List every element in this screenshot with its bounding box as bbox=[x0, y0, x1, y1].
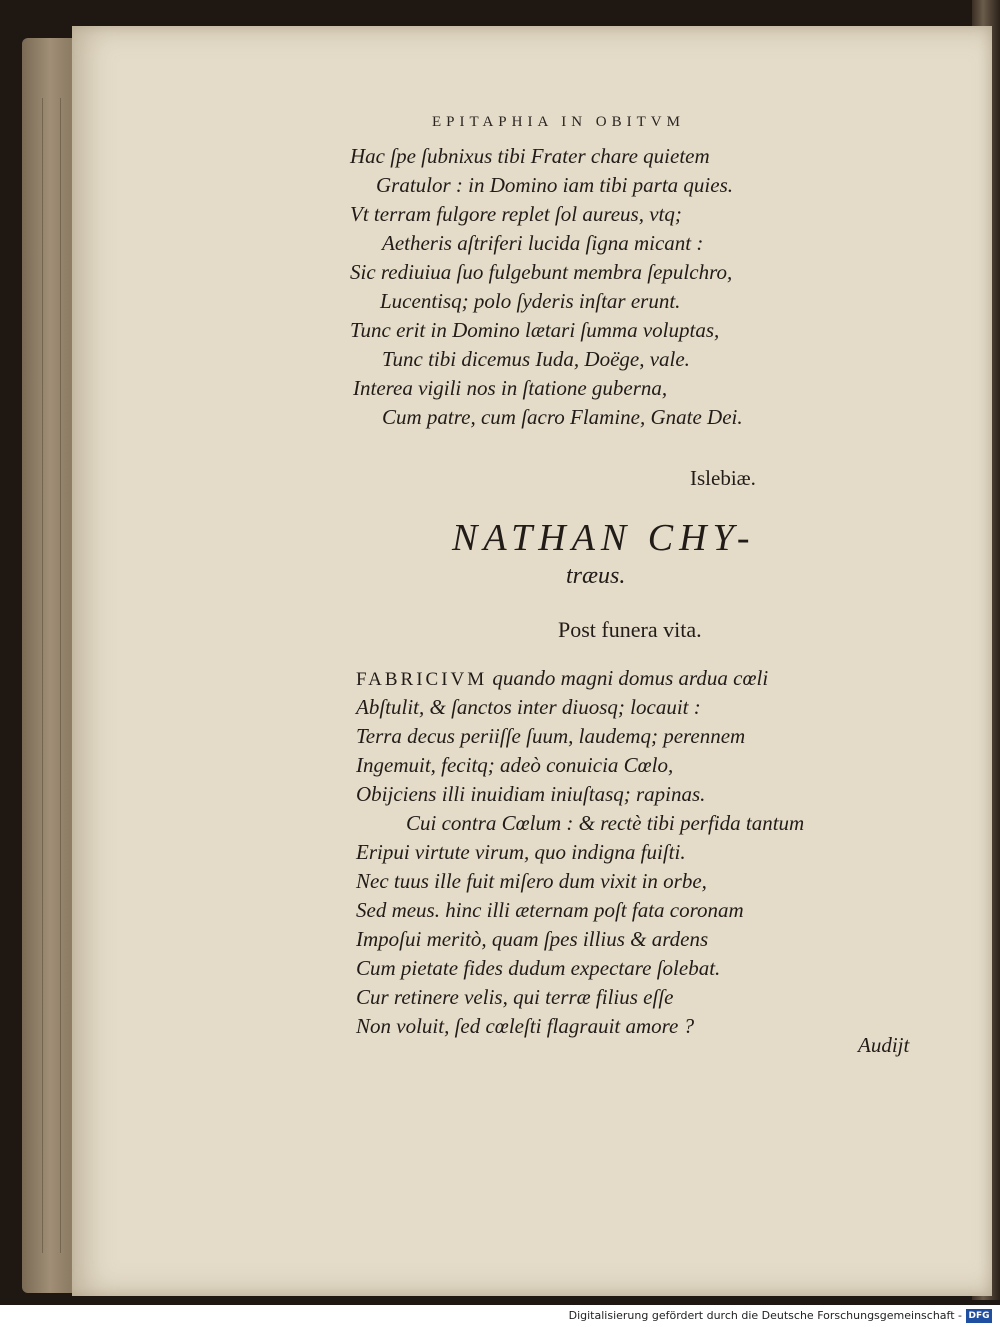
verse-line: Nec tuus ille fuit miſero dum vixit in orbe, bbox=[356, 869, 707, 893]
verse-line: Cui contra Cœlum : & rectè tibi perfida tantum bbox=[406, 811, 805, 835]
verse-line: Obijciens illi inuidiam iniuſtasq; rapinas. bbox=[356, 782, 706, 806]
verse-line: Lucentisq; polo ſyderis inſtar erunt. bbox=[380, 289, 681, 313]
verse-first-line-rest: quando magni domus ardua cœli bbox=[487, 666, 769, 690]
verse-line: Hac ſpe ſubnixus tibi Frater chare quietem bbox=[350, 144, 710, 168]
initial-caps: FABRICIVM bbox=[356, 669, 488, 690]
verse-line: Aetheris aſtriferi lucida ſigna micant : bbox=[382, 231, 704, 255]
verse-first-line bbox=[356, 666, 768, 691]
verse-line: Cum pietate fides dudum expectare ſolebat. bbox=[356, 956, 721, 980]
verse-line: Impoſui meritò, quam ſpes illius & ardens bbox=[356, 927, 709, 951]
dfg-logo: DFG bbox=[966, 1309, 992, 1323]
author-heading-continued: træus. bbox=[566, 563, 626, 589]
verse-line: Tunc tibi dicemus Iuda, Doëge, vale. bbox=[382, 347, 690, 371]
verse-line: Cum patre, cum ſacro Flamine, Gnate Dei. bbox=[382, 405, 743, 429]
verse-line: Eripui virtute virum, quo indigna fuiſti. bbox=[356, 840, 686, 864]
verse-line: Abſtulit, & ſanctos inter diuosq; locauit : bbox=[356, 695, 701, 719]
verse-line: Tunc erit in Domino lætari ſumma voluptas, bbox=[350, 318, 720, 342]
catchword: Audijt bbox=[858, 1033, 910, 1057]
verse-line: Sed meus. hinc illi æternam poſt fata coronam bbox=[356, 898, 744, 922]
place-line: Islebiæ. bbox=[690, 466, 756, 490]
funding-notice: Digitalisierung gefördert durch die Deutsche Forschungsgemeinschaft - bbox=[568, 1309, 962, 1322]
author-heading: NATHAN CHY- bbox=[452, 517, 756, 559]
running-head: EPITAPHIA IN OBITVM bbox=[432, 114, 685, 130]
verse-line: Non voluit, ſed cœleſti flagrauit amore ? bbox=[356, 1014, 695, 1038]
verse-line: Interea vigili nos in ſtatione guberna, bbox=[353, 376, 668, 400]
verse-line: Ingemuit, fecitq; adeò conuicia Cœlo, bbox=[356, 753, 674, 777]
motto: Post funera vita. bbox=[558, 617, 702, 642]
verse-line: Vt terram fulgore replet ſol aureus, vtq; bbox=[350, 202, 682, 226]
verse-line: Gratulor : in Domino iam tibi parta quies. bbox=[376, 173, 734, 197]
verse-line: Cur retinere velis, qui terræ filius eſſe bbox=[356, 985, 674, 1009]
footer-bar bbox=[0, 1305, 1000, 1327]
verse-line: Terra decus periiſſe ſuum, laudemq; perennem bbox=[356, 724, 746, 748]
verse-line: Sic rediuiua ſuo fulgebunt membra ſepulchro, bbox=[350, 260, 733, 284]
